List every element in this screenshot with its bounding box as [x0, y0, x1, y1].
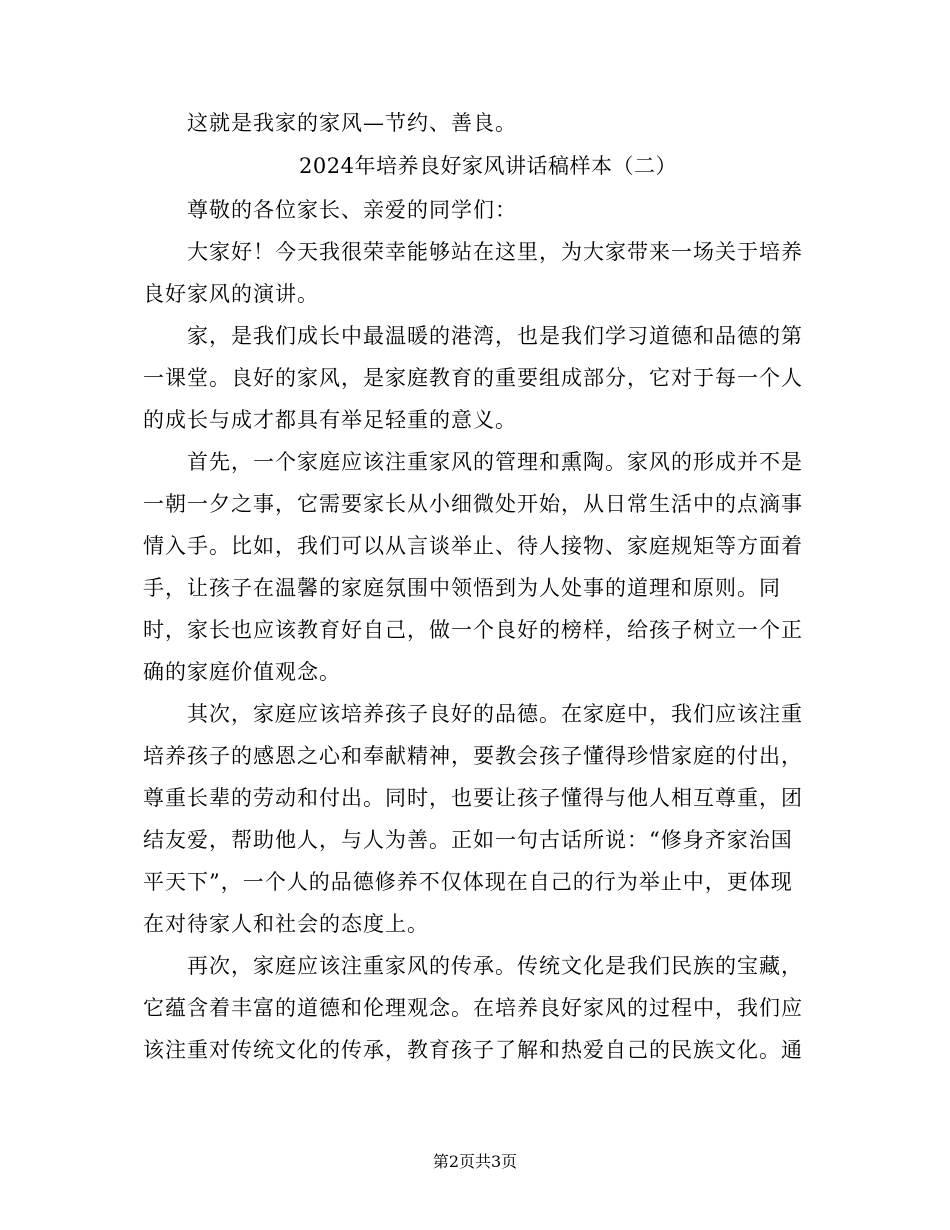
paragraph-line: 确的家庭价值观念。 — [143, 660, 341, 684]
paragraph-line: 首先，一个家庭应该注重家风的管理和熏陶。家风的形成并不是 — [187, 450, 803, 474]
paragraph-line: 尊重长辈的劳动和付出。同时，也要让孩子懂得与他人相互尊重，团 — [143, 786, 803, 810]
page-number: 第2页共3页 — [432, 1152, 518, 1171]
paragraph-line: 手，让孩子在温馨的家庭氛围中领悟到为人处事的道理和原则。同 — [143, 576, 781, 600]
paragraph-line: 家，是我们成长中最温暖的港湾，也是我们学习道德和品德的第 — [187, 324, 803, 348]
document-title: 2024年培养良好家风讲话稿样本（二） — [299, 154, 677, 178]
paragraph-line: 良好家风的演讲。 — [143, 282, 319, 306]
paragraph-line: 其次，家庭应该培养孩子良好的品德。在家庭中，我们应该注重 — [187, 702, 803, 726]
paragraph-line: 一朝一夕之事，它需要家长从小细微处开始，从日常生活中的点滴事 — [143, 492, 803, 516]
paragraph-line: 该注重对传统文化的传承，教育孩子了解和热爱自己的民族文化。通 — [143, 1038, 803, 1062]
salutation: 尊敬的各位家长、亲爱的同学们： — [187, 198, 517, 222]
paragraph-line: 在对待家人和社会的态度上。 — [143, 912, 429, 936]
paragraph-line: 一课堂。良好的家风，是家庭教育的重要组成部分，它对于每一个人 — [143, 366, 803, 390]
paragraph-line: 的成长与成才都具有举足轻重的意义。 — [143, 408, 517, 432]
paragraph-line: 结友爱，帮助他人，与人为善。正如一句古话所说：“修身齐家治国 — [143, 828, 793, 852]
closing-line: 这就是我家的家风—节约、善良。 — [187, 111, 517, 135]
paragraph-line: 时，家长也应该教育好自己，做一个良好的榜样，给孩子树立一个正 — [143, 618, 803, 642]
paragraph-line: 情入手。比如，我们可以从言谈举止、待人接物、家庭规矩等方面着 — [143, 534, 803, 558]
document-body — [143, 102, 803, 1071]
paragraph-line: 大家好！今天我很荣幸能够站在这里，为大家带来一场关于培养 — [187, 240, 803, 264]
paragraph-line: 它蕴含着丰富的道德和伦理观念。在培养良好家风的过程中，我们应 — [143, 996, 803, 1020]
paragraph-line: 培养孩子的感恩之心和奉献精神，要教会孩子懂得珍惜家庭的付出， — [143, 744, 803, 768]
paragraph-line: 平天下”，一个人的品德修养不仅体现在自己的行为举止中，更体现 — [143, 870, 793, 894]
paragraph-line: 再次，家庭应该注重家风的传承。传统文化是我们民族的宝藏， — [187, 954, 803, 978]
